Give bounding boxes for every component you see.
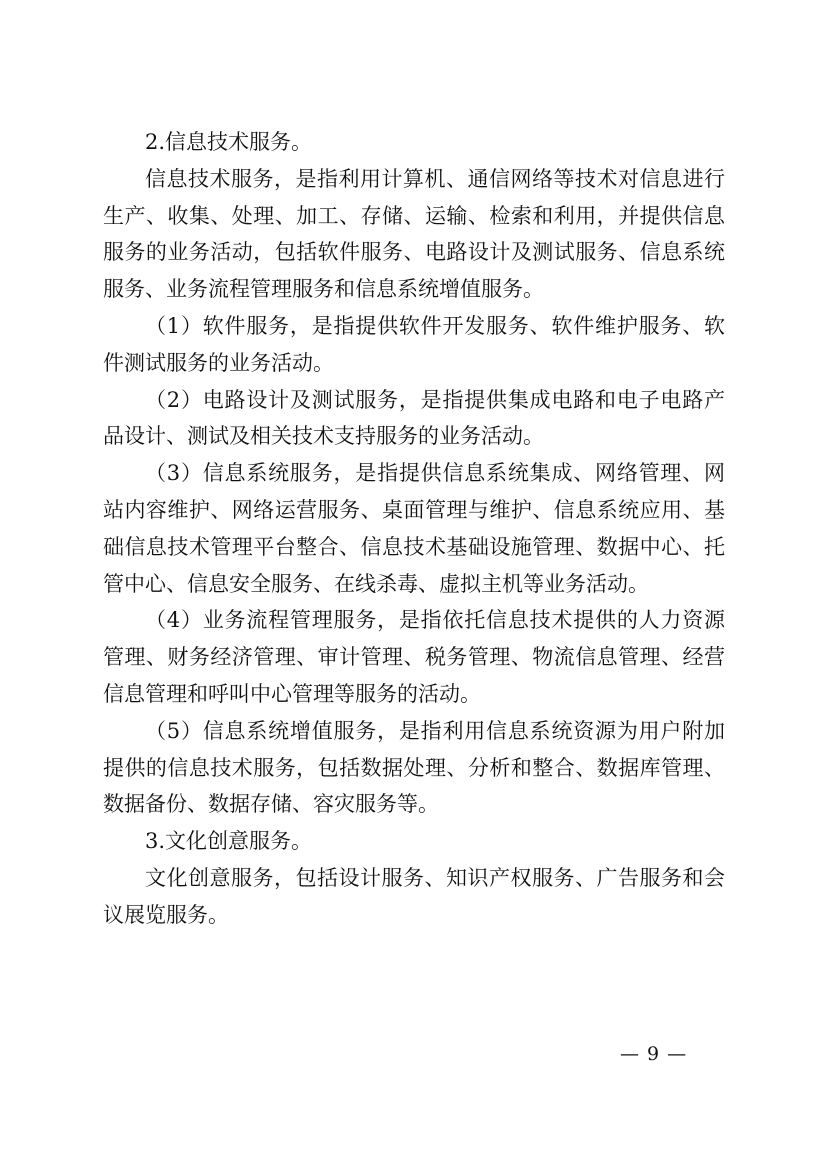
list-item-software-services: （1）软件服务，是指提供软件开发服务、软件维护服务、软件测试服务的业务活动。: [103, 313, 725, 375]
paragraph-information-technology-services-definition: 信息技术服务，是指利用计算机、通信网络等技术对信息进行生产、收集、处理、加工、存储、运输、检索和利用，并提供信息服务的业务活动，包括软件服务、电路设计及测试服务、信息系统服务、业务流程管理服务和信息系统增值服务。: [103, 166, 725, 302]
page-number: — 9 —: [620, 1043, 688, 1065]
list-item-information-system-services: （3）信息系统服务，是指提供信息系统集成、网络管理、网站内容维护、网络运营服务、桌面管理与维护、信息系统应用、基础信息技术管理平台整合、信息技术基础设施管理、数据中心、托管中心、信息安全服务、在线杀毒、虚拟主机等业务活动。: [103, 461, 725, 596]
section-heading-information-technology-services: 2.信息技术服务。: [145, 130, 313, 154]
section-heading-cultural-creative-services: 3.文化创意服务。: [145, 829, 313, 854]
list-item-information-system-value-added: （5）信息系统增值服务，是指利用信息系统资源为用户附加提供的信息技术服务，包括数据处理、分析和整合、数据库管理、数据备份、数据存储、容灾服务等。: [103, 718, 725, 817]
list-item-business-process-management: （4）业务流程管理服务，是指依托信息技术提供的人力资源管理、财务经济管理、审计管理、税务管理、物流信息管理、经营信息管理和呼叫中心管理等服务的活动。: [103, 608, 725, 706]
list-item-circuit-design-testing: （2）电路设计及测试服务，是指提供集成电路和电子电路产品设计、测试及相关技术支持服务的业务活动。: [103, 387, 725, 449]
document-body: [103, 124, 725, 934]
paragraph-cultural-creative-services-definition: 文化创意服务，包括设计服务、知识产权服务、广告服务和会议展览服务。: [103, 865, 725, 927]
